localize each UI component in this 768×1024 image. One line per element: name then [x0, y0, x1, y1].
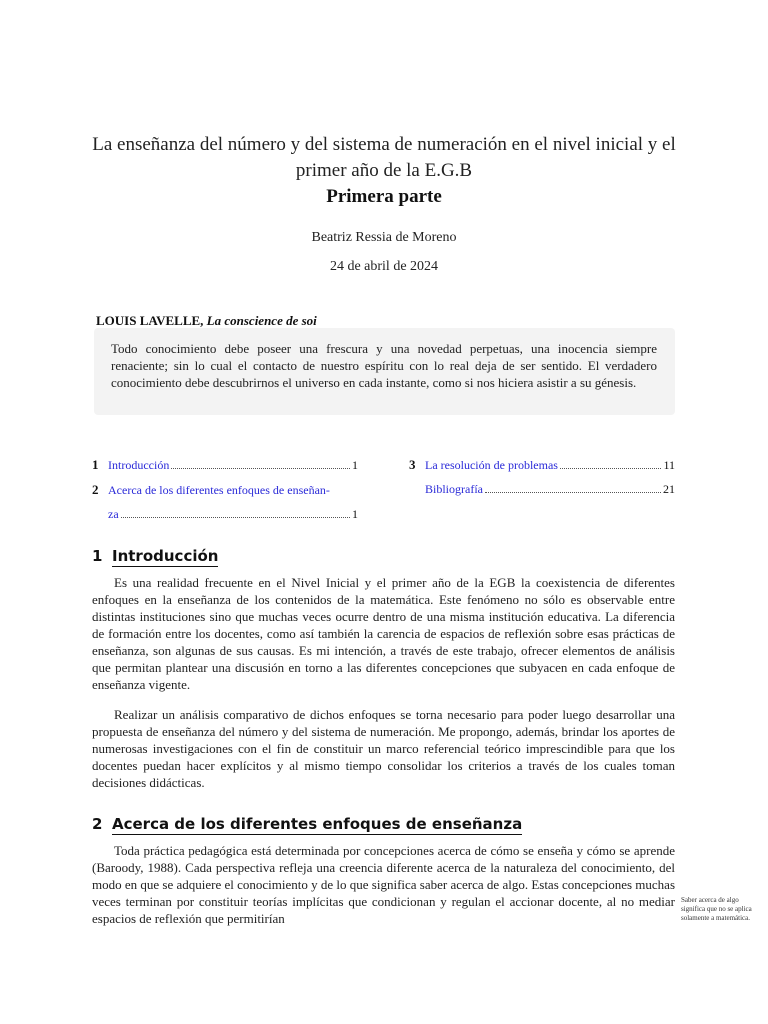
section-heading-introduccion	[92, 547, 218, 567]
margin-note: Saber acerca de algo significa que no se aplica solamente a matemática.	[681, 896, 752, 922]
toc-entry-page: 11	[663, 458, 675, 472]
toc-entry-enfoques[interactable]	[92, 482, 358, 498]
section-number: 2	[92, 815, 103, 833]
toc-entry-page: 21	[663, 482, 675, 496]
toc-entry-link[interactable]: Bibliografía	[425, 482, 483, 496]
toc-dot-leader	[485, 492, 661, 493]
epigraph-work: La conscience de soi	[206, 313, 317, 328]
section-title: Introducción	[112, 547, 219, 565]
epigraph-text: Todo conocimiento debe poseer una frescura y una novedad perpetuas, una inocencia siempre renaciente; sin lo cual el contacto de nuestro espíritu con lo real deja de ser sentido. El verdadero conocimiento debe descubrirnos el universo en cada instante, como si nos hiciera asistir a su génesis.	[111, 341, 657, 390]
toc-entry-number: 3	[409, 457, 416, 472]
epigraph-heading	[96, 313, 317, 329]
paragraph: Realizar un análisis comparativo de dichos enfoques se torna necesario para poder luego desarrollar una propuesta de enseñanza del número y del sistema de numeración. Me propongo, además, brindar los aportes de numerosas investigaciones con el fin de constituir un marco referencial teórico imprescindible para que los docentes puedan hacer explícitos y al mismo tiempo consolidar los criterios a través de los cuales toman decisiones didácticas.	[92, 707, 675, 790]
toc-entry-page: 1	[352, 507, 358, 521]
document-author: Beatriz Ressia de Moreno	[311, 230, 457, 245]
toc-entry-resolucion[interactable]	[409, 457, 675, 473]
toc-entry-link[interactable]: Acerca de los diferentes enfoques de enseñan-	[108, 483, 330, 497]
toc-dot-leader	[171, 468, 350, 469]
toc-entry-page: 1	[352, 458, 358, 472]
toc-entry-link[interactable]: Introducción	[108, 458, 170, 472]
toc-entry-link-cont[interactable]: za	[108, 507, 119, 521]
toc-dot-leader	[560, 468, 661, 469]
toc-entry-bibliografia[interactable]	[425, 482, 675, 497]
section-heading-enfoques	[92, 815, 522, 835]
section-title: Acerca de los diferentes enfoques de enseñanza	[112, 815, 523, 833]
toc-entry-introduccion[interactable]	[92, 457, 358, 473]
section-number: 1	[92, 547, 103, 565]
toc-entry-number: 2	[92, 482, 99, 497]
toc-dot-leader	[121, 517, 350, 518]
document-subtitle: Primera parte	[326, 186, 442, 207]
epigraph-author: LOUIS LAVELLE,	[96, 313, 204, 328]
paragraph: Es una realidad frecuente en el Nivel Inicial y el primer año de la EGB la coexistencia de diferentes enfoques en la enseñanza de los contenidos de la matemática. Este fenómeno no sólo es observable entre distintas instituciones sino que muchas veces ocurre dentro de una misma institución educativa. La diferencia de formación entre los docentes, como así también la carencia de espacios de reflexión sobre esas prácticas de enseñanza, son algunas de sus causas. Es mi intención, a través de este trabajo, ofrecer elementos de análisis que permitan plantear una discusión en torno a las diferentes concepciones que subyacen en cada enfoque de enseñanza vigente.	[92, 575, 675, 692]
document-date: 24 de abril de 2024	[329, 259, 439, 274]
toc-entry-enfoques-cont[interactable]	[108, 507, 358, 522]
document-title: La enseñanza del número y del sistema de numeración en el nivel inicial y el primer año de la E.G.B	[92, 134, 676, 181]
paragraph: Toda práctica pedagógica está determinada por concepciones acerca de cómo se enseña y cómo se aprende (Baroody, 1988). Cada perspectiva refleja una creencia diferente acerca de la naturaleza del conocimiento, del modo en que se adquiere el conocimiento y de lo que significa saber acerca de algo. Estas concepciones muchas veces terminan por constituir teorías implícitas que condicionan y regulan el accionar docente, al no mediar espacios de reflexión que permitirían	[92, 843, 675, 926]
toc-entry-link[interactable]: La resolución de problemas	[425, 458, 558, 472]
toc-entry-number: 1	[92, 457, 99, 472]
